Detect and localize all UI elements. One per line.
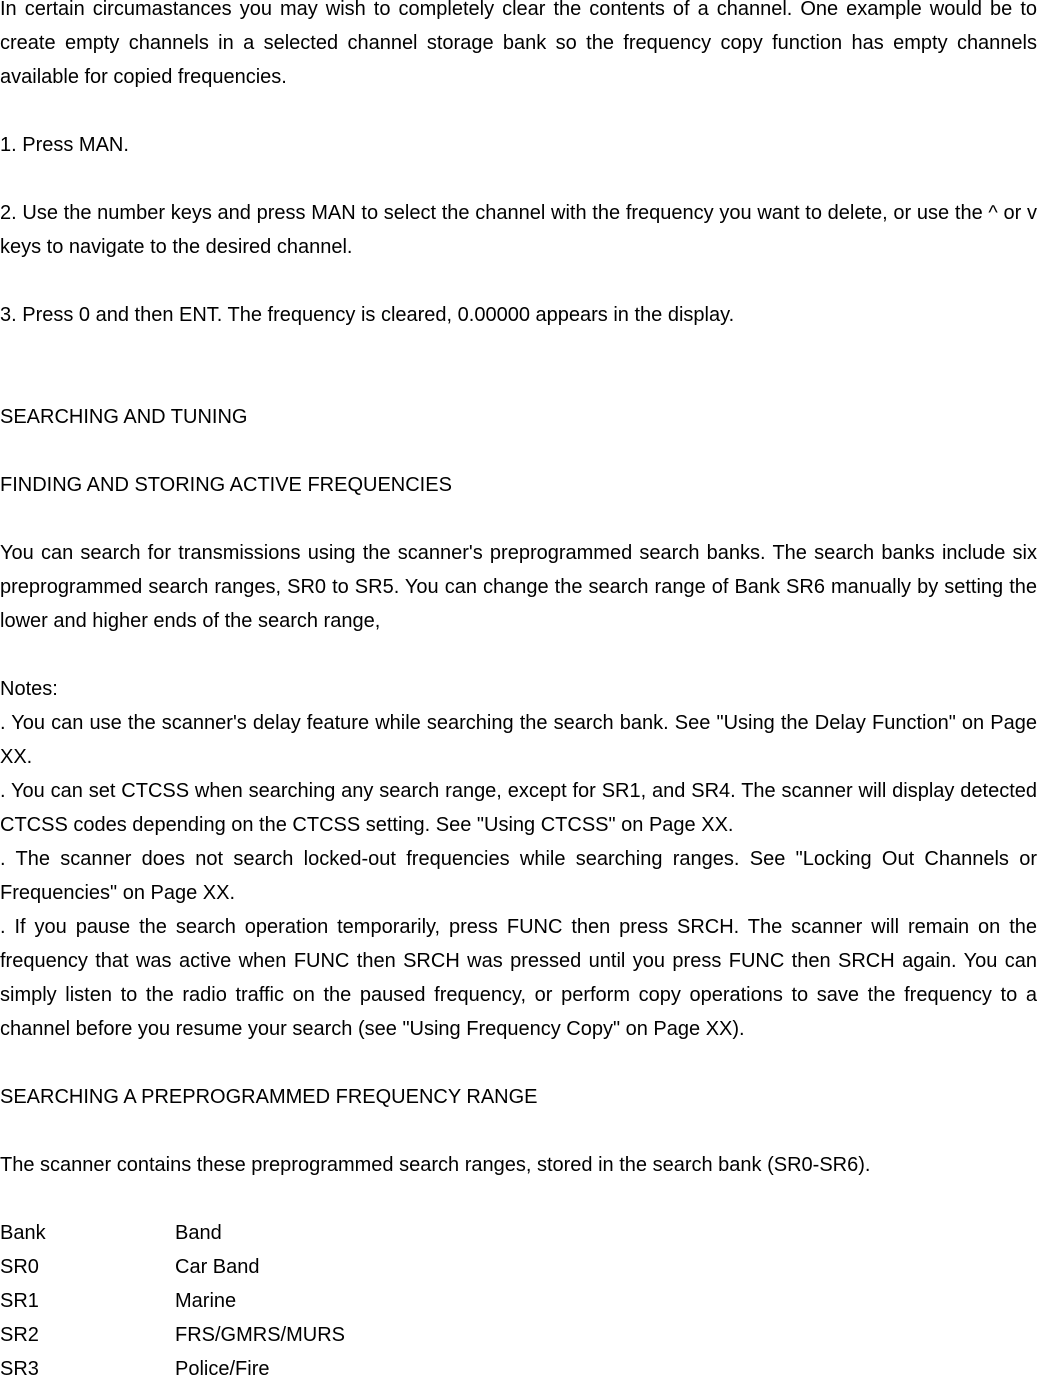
table-row (0, 1284, 1037, 1318)
bank-table-header-row (0, 1216, 1037, 1250)
table-row (0, 1352, 1037, 1386)
note-item-pause: . If you pause the search operation temporarily, press FUNC then press SRCH. The scanner will remain on the frequency that was active when FUNC then SRCH was pressed until you press FUNC then SRCH again. You can simply listen to the radio traffic on the paused frequency, or perform copy operations to save the frequency to a channel before you resume your search (see "Using Frequency Copy" on Page XX). (0, 916, 1037, 1040)
section-subtitle-finding: FINDING AND STORING ACTIVE FREQUENCIES (0, 474, 452, 496)
spacer (0, 162, 1037, 196)
bank-cell: SR2 (0, 1324, 39, 1346)
band-cell: FRS/GMRS/MURS (175, 1324, 345, 1346)
spacer (0, 1182, 1037, 1216)
band-cell: Police/Fire (175, 1358, 270, 1380)
spacer (0, 94, 1037, 128)
bank-cell: SR1 (0, 1290, 39, 1312)
spacer (0, 638, 1037, 672)
spacer (0, 434, 1037, 468)
note-item-lockout: . The scanner does not search locked-out frequencies while searching ranges. See "Locking Out Channels or Frequencies" on Page XX. (0, 848, 1037, 904)
note-item-delay: . You can use the scanner's delay feature while searching the search bank. See "Using the Delay Function" on Page XX. (0, 712, 1037, 768)
spacer (0, 1046, 1037, 1080)
spacer (0, 332, 1037, 400)
table-row (0, 1318, 1037, 1352)
table-row (0, 1250, 1037, 1284)
spacer (0, 264, 1037, 298)
searching-paragraph: You can search for transmissions using the scanner's preprogrammed search banks. The search banks include six preprogrammed search ranges, SR0 to SR5. You can change the search range of Bank SR6 manually by setting the lower and higher ends of the search range, (0, 542, 1037, 632)
intro-paragraph: In certain circumastances you may wish to completely clear the contents of a channel. One example would be to create empty channels in a selected channel storage bank so the frequency copy function has empty channels available for copied frequencies. (0, 0, 1037, 88)
note-item-ctcss: . You can set CTCSS when searching any search range, except for SR1, and SR4. The scanner will display detected CTCSS codes depending on the CTCSS setting. See "Using CTCSS" on Page XX. (0, 780, 1037, 836)
bank-cell: SR3 (0, 1358, 39, 1380)
band-cell: Car Band (175, 1256, 260, 1278)
bank-cell: SR0 (0, 1256, 39, 1278)
bank-table (0, 1216, 1037, 1386)
notes-label: Notes: (0, 678, 58, 700)
bank-column-header: Bank (0, 1222, 46, 1244)
section-title-preprogrammed: SEARCHING A PREPROGRAMMED FREQUENCY RANGE (0, 1086, 538, 1108)
step-1: 1. Press MAN. (0, 134, 129, 156)
spacer (0, 502, 1037, 536)
band-column-header: Band (175, 1222, 222, 1244)
step-2: 2. Use the number keys and press MAN to select the channel with the frequency you want to delete, or use the ^ or v keys to navigate to the desired channel. (0, 202, 1037, 258)
step-3: 3. Press 0 and then ENT. The frequency is cleared, 0.00000 appears in the display. (0, 304, 735, 326)
section-title-searching: SEARCHING AND TUNING (0, 406, 248, 428)
spacer (0, 1114, 1037, 1148)
preprogrammed-paragraph: The scanner contains these preprogrammed search ranges, stored in the search bank (SR0-SR6). (0, 1154, 871, 1176)
band-cell: Marine (175, 1290, 237, 1312)
